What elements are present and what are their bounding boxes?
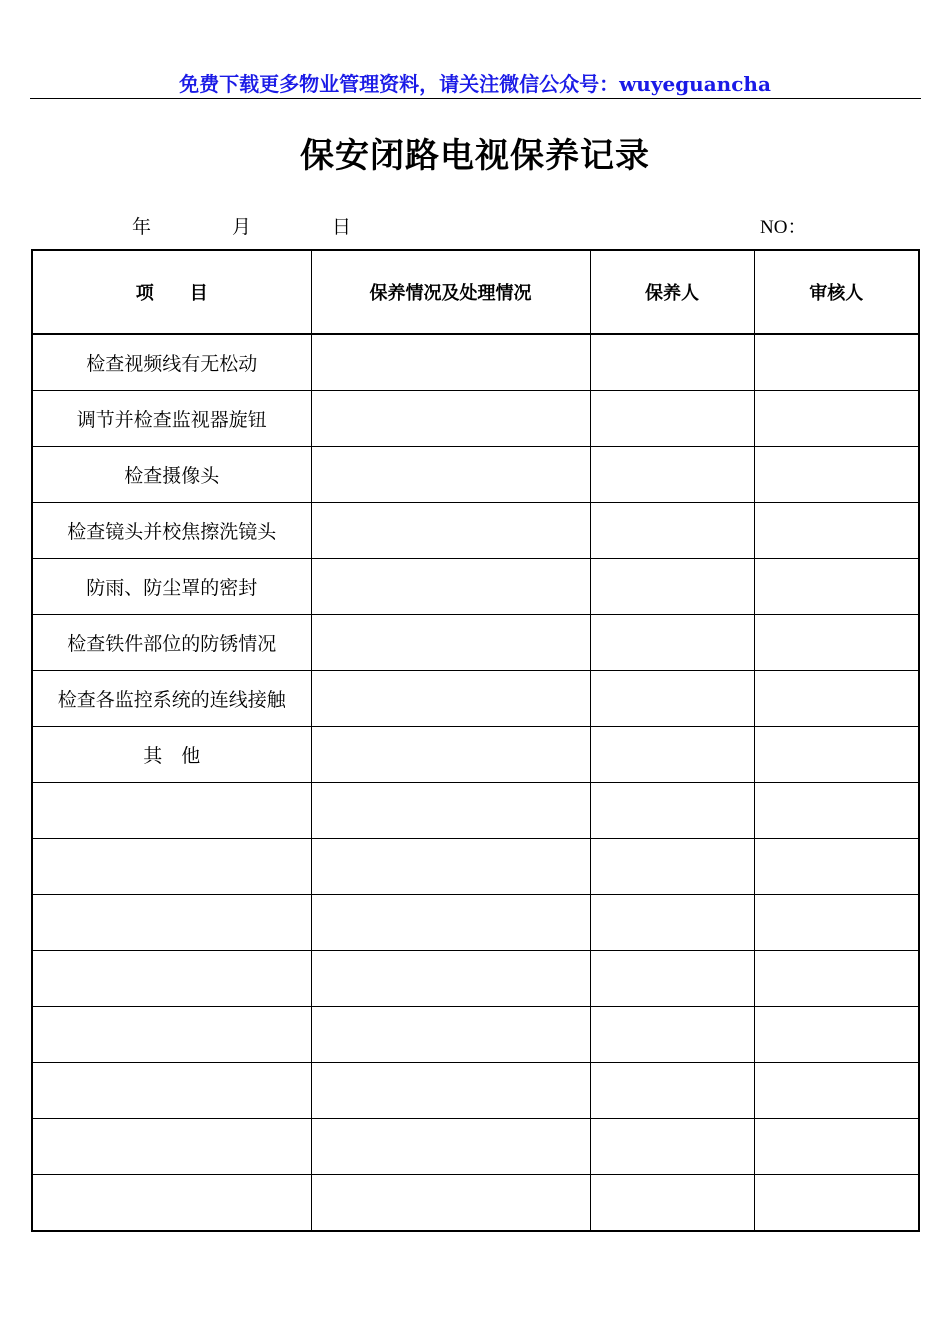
table-row xyxy=(32,1063,919,1119)
cell-status[interactable] xyxy=(311,895,590,951)
cell-maintainer[interactable] xyxy=(590,391,754,447)
cell-item xyxy=(32,1063,311,1119)
cell-item xyxy=(32,783,311,839)
cell-maintainer[interactable] xyxy=(590,783,754,839)
table-row xyxy=(32,1007,919,1063)
cell-maintainer[interactable] xyxy=(590,671,754,727)
date-year-label: 年 xyxy=(132,216,152,238)
header-maintainer: 保养人 xyxy=(590,250,754,334)
cell-status[interactable] xyxy=(311,671,590,727)
cell-status[interactable] xyxy=(311,839,590,895)
cell-status[interactable] xyxy=(311,334,590,391)
cell-reviewer[interactable] xyxy=(754,334,919,391)
table-row xyxy=(32,559,919,615)
table-row xyxy=(32,951,919,1007)
cell-item xyxy=(32,1119,311,1175)
table-row xyxy=(32,503,919,559)
cell-item xyxy=(32,951,311,1007)
cell-maintainer[interactable] xyxy=(590,1119,754,1175)
cell-status[interactable] xyxy=(311,447,590,503)
cell-reviewer[interactable] xyxy=(754,951,919,1007)
cell-reviewer[interactable] xyxy=(754,1119,919,1175)
cell-item: 防雨、防尘罩的密封 xyxy=(32,559,311,615)
cell-reviewer[interactable] xyxy=(754,615,919,671)
cell-status[interactable] xyxy=(311,391,590,447)
table-row xyxy=(32,334,919,391)
cell-item: 其 他 xyxy=(32,727,311,783)
cell-maintainer[interactable] xyxy=(590,1063,754,1119)
date-day-label: 日 xyxy=(332,216,352,238)
cell-reviewer[interactable] xyxy=(754,391,919,447)
table-row xyxy=(32,895,919,951)
cell-status[interactable] xyxy=(311,503,590,559)
cell-maintainer[interactable] xyxy=(590,895,754,951)
cell-status[interactable] xyxy=(311,1175,590,1232)
cell-reviewer[interactable] xyxy=(754,839,919,895)
cell-status[interactable] xyxy=(311,615,590,671)
cell-item xyxy=(32,1007,311,1063)
cell-reviewer[interactable] xyxy=(754,559,919,615)
cell-reviewer[interactable] xyxy=(754,671,919,727)
cell-maintainer[interactable] xyxy=(590,503,754,559)
cell-item: 检查视频线有无松动 xyxy=(32,334,311,391)
cell-maintainer[interactable] xyxy=(590,727,754,783)
date-month-label: 月 xyxy=(232,216,252,238)
cell-status[interactable] xyxy=(311,951,590,1007)
cell-reviewer[interactable] xyxy=(754,895,919,951)
cell-reviewer[interactable] xyxy=(754,783,919,839)
cell-maintainer[interactable] xyxy=(590,1175,754,1232)
header-banner: 免费下载更多物业管理资料，请关注微信公众号：wuyeguancha xyxy=(179,72,771,96)
cell-maintainer[interactable] xyxy=(590,334,754,391)
table-row xyxy=(32,1119,919,1175)
cell-maintainer[interactable] xyxy=(590,839,754,895)
cell-reviewer[interactable] xyxy=(754,447,919,503)
maintenance-record-table xyxy=(31,249,920,1232)
cell-item: 检查铁件部位的防锈情况 xyxy=(32,615,311,671)
cell-item xyxy=(32,895,311,951)
cell-maintainer[interactable] xyxy=(590,559,754,615)
header-reviewer: 审核人 xyxy=(754,250,919,334)
cell-status[interactable] xyxy=(311,1007,590,1063)
cell-item xyxy=(32,839,311,895)
table-body xyxy=(32,334,919,1231)
cell-reviewer[interactable] xyxy=(754,503,919,559)
table-row xyxy=(32,839,919,895)
header-status: 保养情况及处理情况 xyxy=(311,250,590,334)
cell-maintainer[interactable] xyxy=(590,1007,754,1063)
table-row xyxy=(32,447,919,503)
cell-status[interactable] xyxy=(311,783,590,839)
cell-maintainer[interactable] xyxy=(590,447,754,503)
cell-maintainer[interactable] xyxy=(590,951,754,1007)
record-number-label: NO： xyxy=(760,217,807,238)
table-row xyxy=(32,671,919,727)
header-divider xyxy=(30,98,921,99)
table-row xyxy=(32,615,919,671)
cell-status[interactable] xyxy=(311,727,590,783)
cell-reviewer[interactable] xyxy=(754,1175,919,1232)
cell-status[interactable] xyxy=(311,559,590,615)
cell-maintainer[interactable] xyxy=(590,615,754,671)
cell-item: 检查镜头并校焦擦洗镜头 xyxy=(32,503,311,559)
cell-item: 检查各监控系统的连线接触 xyxy=(32,671,311,727)
cell-item: 检查摄像头 xyxy=(32,447,311,503)
table-row xyxy=(32,727,919,783)
cell-status[interactable] xyxy=(311,1063,590,1119)
cell-reviewer[interactable] xyxy=(754,1007,919,1063)
table-header-row xyxy=(32,250,919,334)
table-row xyxy=(32,783,919,839)
cell-reviewer[interactable] xyxy=(754,1063,919,1119)
cell-item: 调节并检查监视器旋钮 xyxy=(32,391,311,447)
cell-status[interactable] xyxy=(311,1119,590,1175)
cell-reviewer[interactable] xyxy=(754,727,919,783)
cell-item xyxy=(32,1175,311,1232)
document-title: 保安闭路电视保养记录 xyxy=(300,136,650,176)
table-row xyxy=(32,1175,919,1232)
table-row xyxy=(32,391,919,447)
header-item: 项 目 xyxy=(32,250,311,334)
